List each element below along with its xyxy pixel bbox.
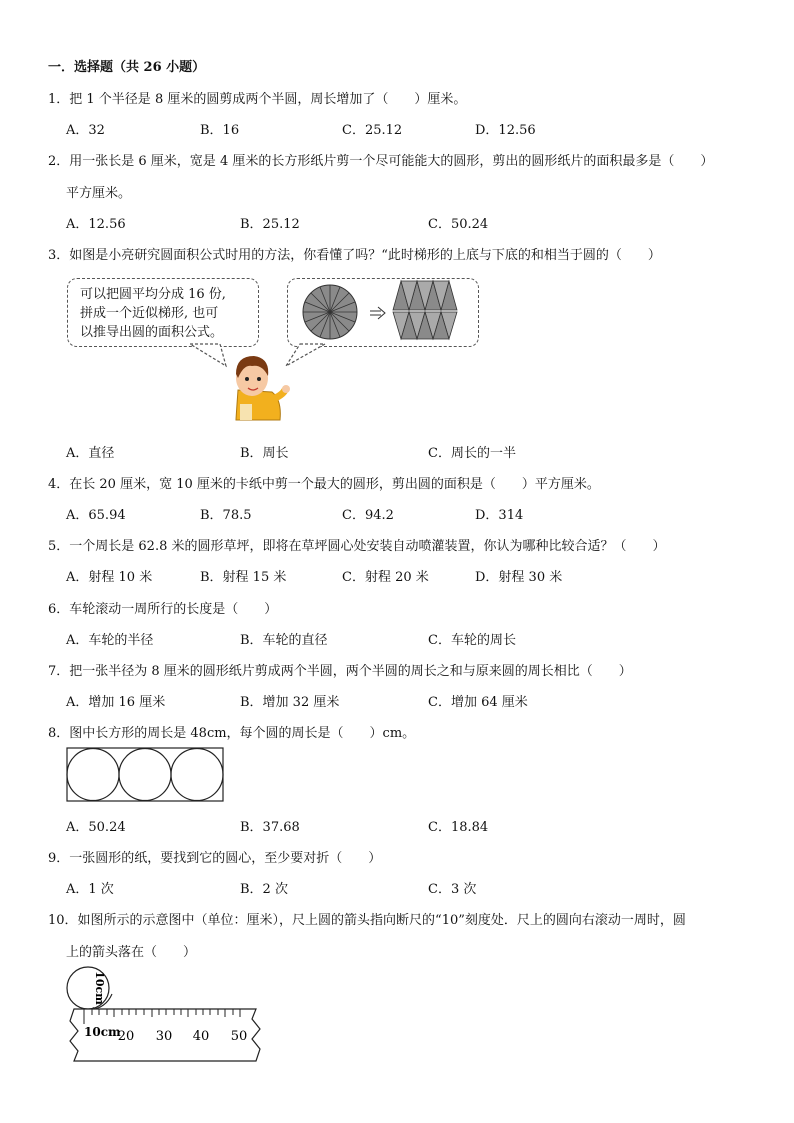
question-8-option-c[interactable]: C．18.84 <box>428 820 489 835</box>
question-9-option-b[interactable]: B．2 次 <box>240 882 288 897</box>
ruler-label-30: 30 <box>155 1029 173 1044</box>
question-4-option-c[interactable]: C．94.2 <box>342 508 394 523</box>
question-2-option-b[interactable]: B．25.12 <box>240 217 300 232</box>
question-2-option-c[interactable]: C．50.24 <box>428 217 489 232</box>
question-3-figure <box>0 0 794 440</box>
question-9-option-c[interactable]: C．3 次 <box>428 882 477 897</box>
question-2-option-a[interactable]: A．12.56 <box>66 217 126 232</box>
ruler-figure <box>66 964 266 1066</box>
question-5-option-c[interactable]: C．射程 20 米 <box>342 570 429 585</box>
question-3-option-b[interactable]: B．周长 <box>240 446 289 461</box>
question-3-stem: 3．如图是小亮研究圆面积公式时用的方法，你看懂了吗？“此时梯形的上底与下底的和相当于圆的（ ） <box>48 248 661 263</box>
question-6-option-b[interactable]: B．车轮的直径 <box>240 633 328 648</box>
question-8-option-b[interactable]: B．37.68 <box>240 820 300 835</box>
question-10-stem: 10．如图所示的示意图中（单位：厘米），尺上圆的箭头指向断尺的“10”刻度处．尺上的圆向右滚动一周时，圆 <box>48 913 686 928</box>
divided-circle-icon <box>303 285 357 339</box>
ruler-label-50: 50 <box>230 1029 248 1044</box>
circle-label: 10cm <box>93 971 106 1005</box>
question-8-stem: 8．图中长方形的周长是 48cm，每个圆的周长是（ ）cm。 <box>48 726 416 741</box>
question-4-option-a[interactable]: A．65.94 <box>66 508 126 523</box>
boy-illustration <box>236 356 290 420</box>
trapezoid-sectors-icon <box>393 281 457 339</box>
question-9-option-a[interactable]: A．1 次 <box>66 882 114 897</box>
question-4-option-b[interactable]: B．78.5 <box>200 508 252 523</box>
section-title: 一．选择题（共 26 小题） <box>48 60 206 75</box>
question-7-option-c[interactable]: C．增加 64 厘米 <box>428 695 528 710</box>
question-7-option-b[interactable]: B．增加 32 厘米 <box>240 695 340 710</box>
question-3-option-c[interactable]: C．周长的一半 <box>428 446 516 461</box>
question-6-option-c[interactable]: C．车轮的周长 <box>428 633 516 648</box>
transform-arrow-icon <box>370 307 385 319</box>
question-3-option-a[interactable]: A．直径 <box>66 446 115 461</box>
question-2-stem: 2．用一张长是 6 厘米，宽是 4 厘米的长方形纸片剪一个尽可能能大的圆形，剪出的圆形纸片的面积最多是（ ） <box>48 154 714 169</box>
question-1-option-a[interactable]: A．32 <box>66 123 105 138</box>
speech-bubble-tail <box>190 344 226 366</box>
question-1-option-c[interactable]: C．25.12 <box>342 123 403 138</box>
question-5-option-b[interactable]: B．射程 15 米 <box>200 570 287 585</box>
rectangle-outline <box>67 748 223 801</box>
question-10-stem-line2: 上的箭头落在（ ） <box>66 945 197 960</box>
rectangle-circles-figure <box>66 746 226 804</box>
question-5-stem: 5．一个周长是 62.8 米的圆形草坪，即将在草坪圆心处安装自动喷灌装置，你认为哪种比较合适？（ ） <box>48 539 666 554</box>
question-6-stem: 6．车轮滚动一周所行的长度是（ ） <box>48 602 278 617</box>
question-5-option-d[interactable]: D．射程 30 米 <box>475 570 563 585</box>
ruler-label-40: 40 <box>192 1029 210 1044</box>
question-1-stem: 1．把 1 个半径是 8 厘米的圆剪成两个半圆，周长增加了（ ）厘米。 <box>48 92 467 107</box>
figure-bubble-tail <box>286 344 325 366</box>
question-6-option-a[interactable]: A．车轮的半径 <box>66 633 154 648</box>
bubble-line-1: 可以把圆平均分成 16 份, <box>80 287 226 302</box>
question-8-option-a[interactable]: A．50.24 <box>66 820 126 835</box>
question-2-stem-line2: 平方厘米。 <box>66 186 132 201</box>
question-7-option-a[interactable]: A．增加 16 厘米 <box>66 695 166 710</box>
question-9-stem: 9．一张圆形的纸，要找到它的圆心，至少要对折（ ） <box>48 851 382 866</box>
bubble-line-3: 以推导出圆的面积公式。 <box>80 325 224 340</box>
question-4-option-d[interactable]: D．314 <box>475 508 524 523</box>
question-1-option-b[interactable]: B．16 <box>200 123 240 138</box>
bubble-line-2: 拼成一个近似梯形, 也可 <box>80 306 219 321</box>
ruler-label-20: 20 <box>117 1029 135 1044</box>
question-7-stem: 7．把一张半径为 8 厘米的圆形纸片剪成两个半圆，两个半圆的周长之和与原来圆的周长相比（ ） <box>48 664 632 679</box>
question-5-option-a[interactable]: A．射程 10 米 <box>66 570 153 585</box>
question-4-stem: 4．在长 20 厘米，宽 10 厘米的卡纸中剪一个最大的圆形，剪出圆的面积是（ ）平方厘米。 <box>48 477 600 492</box>
question-1-option-d[interactable]: D．12.56 <box>475 123 536 138</box>
ruler-label-10cm: 10cm <box>84 1025 121 1039</box>
